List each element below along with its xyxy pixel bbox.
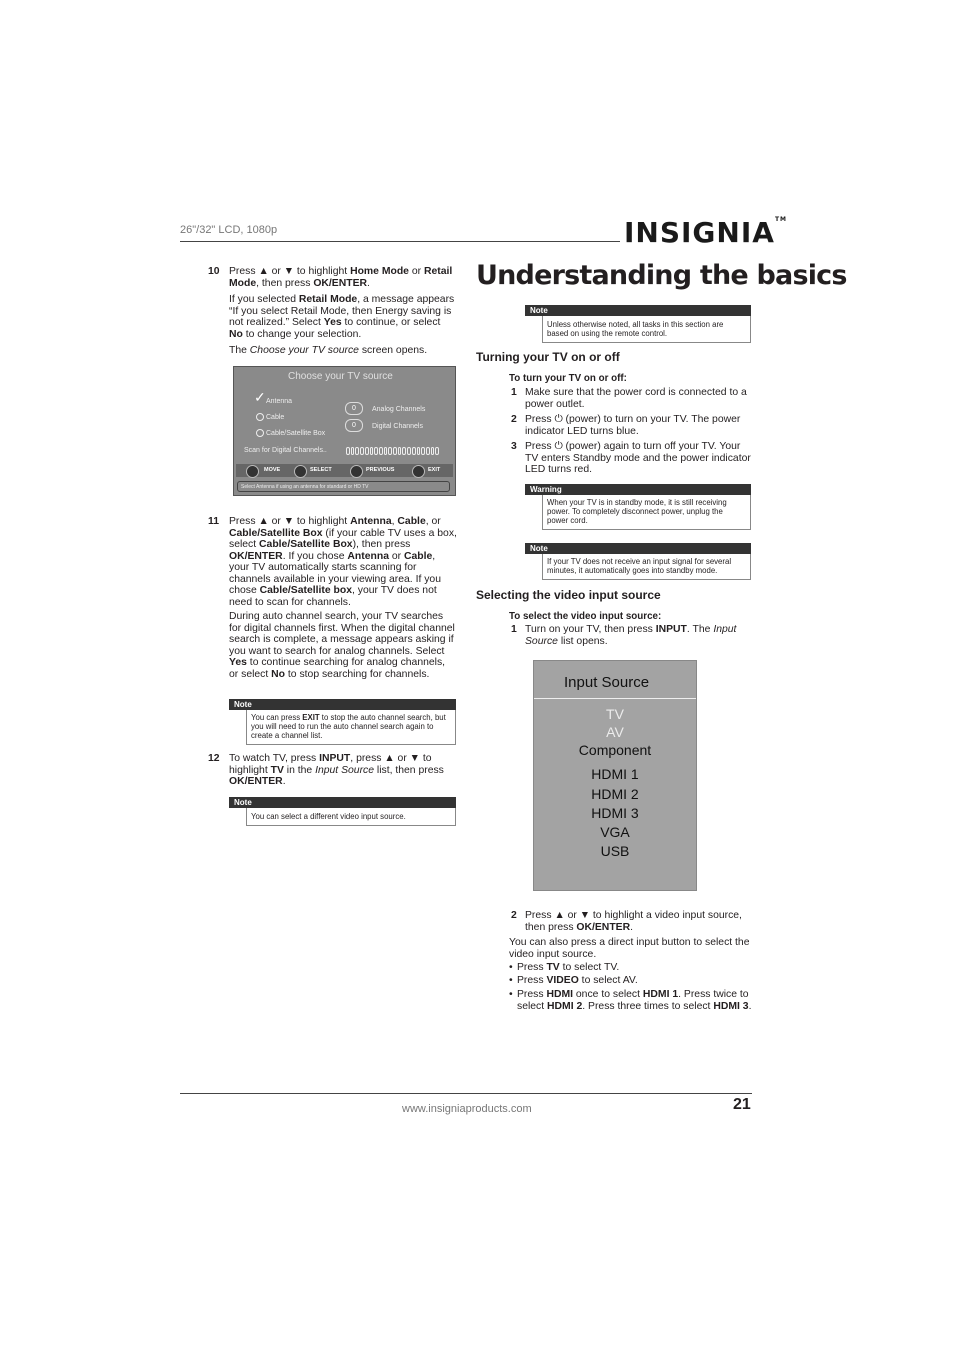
section-title: Understanding the basics [476,260,847,291]
input-source-title: Input Source [564,674,650,691]
input-item-usb[interactable]: USB [600,843,630,859]
note-text: If your TV does not receive an input signal for several minutes, it automatically goes into standby mode. [542,554,751,580]
screen-opens-paragraph: The Choose your TV source screen opens. [229,345,428,356]
menu-icon [350,465,363,478]
note-text: Unless otherwise noted, all tasks in this section are based on using the remote control. [542,316,751,343]
option-cable[interactable]: Cable [266,414,285,421]
bullet-video: Press VIDEO to select AV. [517,975,638,986]
check-icon: ✓ [254,389,266,405]
step-text: Press ▲ or ▼ to highlight a video input source, then press OK/ENTER. [525,910,742,933]
step-number: 2 [511,910,517,921]
auto-search-paragraph: During auto channel search, your TV searches for digital channels first. When the digital channel search is complete, a message appears asking if you want to search for analog channels. Select Yes to continue searching for analog channels, or select No to stop searching for channels. [229,611,455,680]
digital-label: Digital Channels [372,423,423,430]
option-satellite[interactable]: Cable/Satellite Box [266,430,326,437]
warning-text: When your TV is in standby mode, it is still receiving power. To completely disconnect power, unplug the power cord. [542,495,751,530]
step-number: 3 [511,441,517,452]
move-icon [246,465,259,478]
input-item-av[interactable]: AV [606,724,624,740]
scan-label: Scan for Digital Channels.. [244,447,327,454]
bullet-dot: • [509,975,513,986]
select-label: SELECT [310,467,332,473]
step-text: Turn on your TV, then press INPUT. The Input Source list opens. [525,624,737,647]
radio-cable[interactable] [256,413,264,421]
note-heading: Note [229,699,456,710]
exit-label: EXIT [428,467,441,473]
input-item-component[interactable]: Component [578,742,652,758]
screen-hint: Select Antenna if using an antenna for standard or HD TV [237,481,450,492]
ok-icon [294,465,307,478]
exit-icon [412,465,425,478]
note-exit [229,699,456,745]
screen-button-bar [236,464,453,477]
note-text: You can press EXIT to stop the auto channel search, but you will need to run the auto channel search again to create a channel list. [246,710,456,745]
note-video-input [229,797,456,826]
warning-heading: Warning [525,484,751,495]
bullet-tv: Press TV to select TV. [517,962,620,973]
step-text: Press ⏻ (power) again to turn off your TV. Your TV enters Standby mode and the power indicator LED turns red. [525,441,751,475]
note-remote [525,305,751,343]
option-antenna[interactable]: Antenna [266,398,293,405]
input-source-menu [533,660,697,891]
title-divider [534,698,696,699]
input-item-hdmi2[interactable]: HDMI 2 [591,786,639,802]
bullet-dot: • [509,989,513,1000]
bullet-hdmi: Press HDMI once to select HDMI 1. Press twice to select HDMI 2. Press three times to select HDMI 3. [517,989,752,1012]
scan-progress-bar [346,447,439,455]
note-text: You can select a different video input source. [246,808,456,826]
direct-input-paragraph: You can also press a direct input button to select the video input source. [509,937,750,960]
input-item-tv[interactable]: TV [606,706,624,722]
radio-satellite[interactable] [256,429,264,437]
header-rule [180,241,620,242]
step-12-text: To watch TV, press INPUT, press ▲ or ▼ to highlight TV in the Input Source list, then press OK/ENTER. [229,753,444,787]
input-item-hdmi3[interactable]: HDMI 3 [591,805,639,821]
bullet-dot: • [509,962,513,973]
digital-count: 0 [345,419,363,432]
screen-title: Choose your TV source [288,371,393,382]
retail-mode-paragraph: If you selected Retail Mode, a message appears “If you select Retail Mode, then Energy saving is not realized.” Select Yes to continue, or select No to change your selection. [229,294,455,340]
step-10-text: Press ▲ or ▼ to highlight Home Mode or Retail Mode, then press OK/ENTER. [229,266,453,289]
note-heading: Note [525,543,751,554]
footer-rule [180,1093,752,1094]
insignia-logo: INSIGNIA™ [624,216,788,249]
step-number: 10 [208,266,220,277]
move-label: MOVE [264,467,281,473]
note-standby [525,543,751,580]
step-number: 2 [511,414,517,425]
note-heading: Note [229,797,456,808]
step-text: Make sure that the power cord is connected to a power outlet. [525,387,747,410]
warning-box [525,484,751,530]
step-text: Press ⏻ (power) to turn on your TV. The power indicator LED turns blue. [525,414,741,437]
step-number: 1 [511,387,517,398]
procedure-heading: To turn your TV on or off: [509,373,627,384]
procedure-heading: To select the video input source: [509,611,662,622]
previous-label: PREVIOUS [366,467,395,473]
input-item-hdmi1[interactable]: HDMI 1 [591,766,639,782]
step-11-text: Press ▲ or ▼ to highlight Antenna, Cable, or Cable/Satellite Box (if your cable TV uses a box, select Cable/Satellite Box), then press OK/ENTER. If you chose Antenna or Cable, your TV automatically starts scanning for channels available in your viewing area. If you chose Cable/Satellite box, your TV does not need to scan for channels. [229,516,457,608]
step-number: 11 [208,516,219,527]
footer-url: www.insigniaproducts.com [402,1103,532,1115]
analog-count: 0 [345,402,363,415]
tv-source-screen [233,366,456,496]
heading-selecting-input: Selecting the video input source [476,588,661,602]
analog-label: Analog Channels [372,406,426,413]
step-number: 12 [208,753,220,764]
heading-turning-on-off: Turning your TV on or off [476,350,620,364]
page-number: 21 [733,1096,751,1113]
step-number: 1 [511,624,517,635]
note-heading: Note [525,305,751,316]
model-label: 26"/32" LCD, 1080p [180,224,278,236]
input-item-vga[interactable]: VGA [600,824,630,840]
